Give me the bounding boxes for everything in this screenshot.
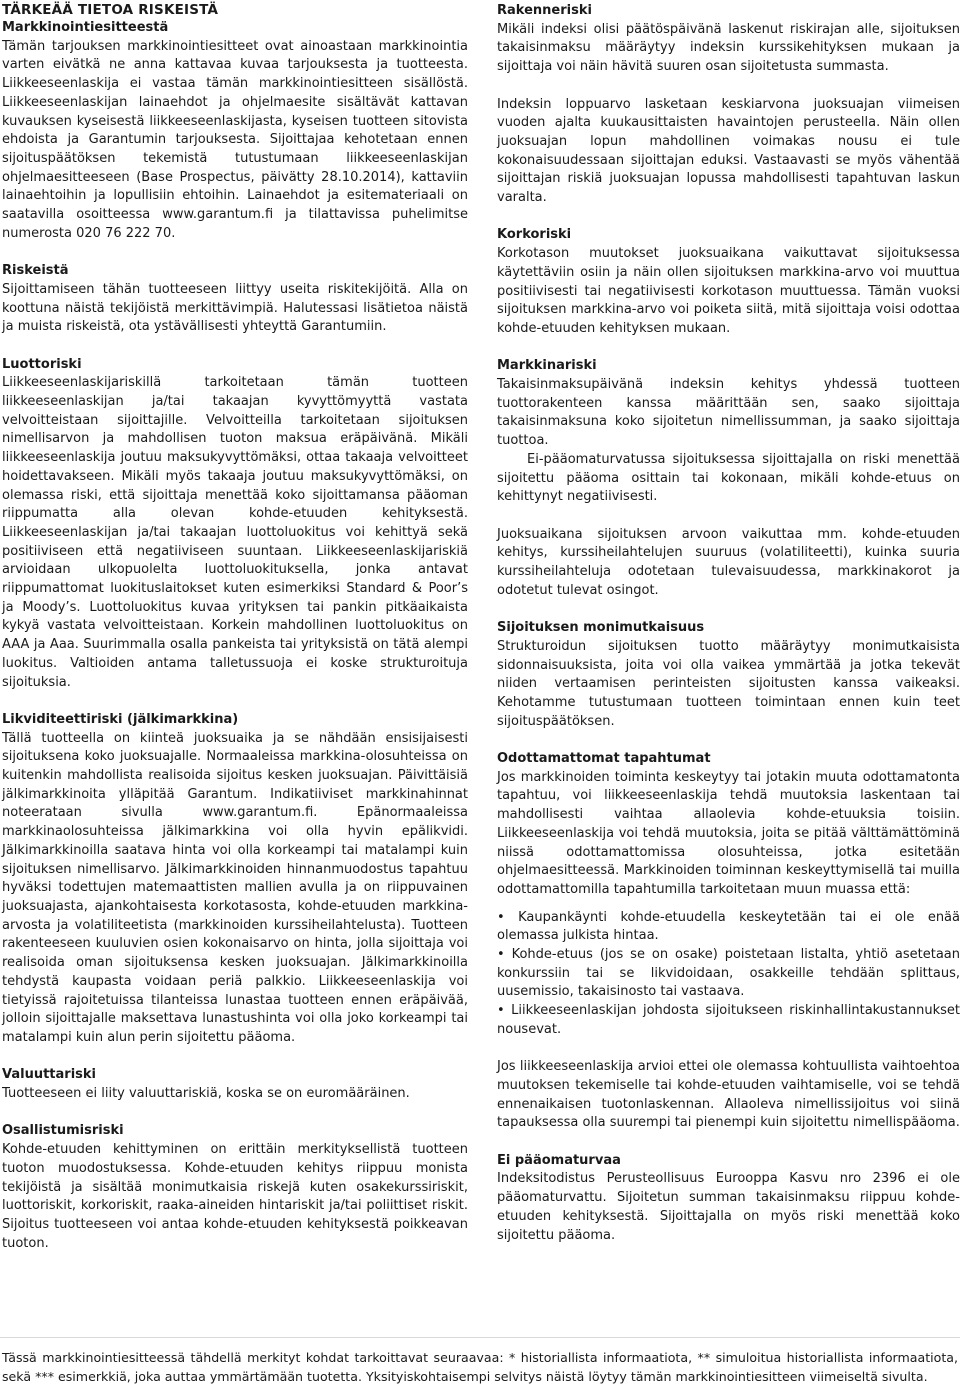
section-paragraph: Tuotteeseen ei liity valuuttariskiä, koska se on euromääräinen.: [2, 1086, 410, 1102]
bullet-item: • Kohde-etuus (jos se on osake) poistetaan listalta, yhtiö asetetaan konkurssiin tai se likvidoidaan, osakkeille tehdään splittaus, uusemissio, takaisinosto tai vastaava.: [497, 947, 960, 1000]
section-paragraph: Tämän tarjouksen markkinointiesitteet ovat ainoastaan markkinointia varten eivätkä ne anna kattavaa kuvaa tarjouksesta ja tuotteesta. Liikkeeseenlaskija ei vastaa tämän markkinointiesitteen sisällöstä. Liikkeeseenlaskijan lainaehdot ja ohjelmaesite sisältävät kattavan kuvauksen kyseisestä liikkeeseenlaskijasta, kyseisen tuotteen sitovista ehdoista ja Garantumin tarjouksesta. Sijoittajaa kehotetaan ennen sijoituspäätöksen tekemistä tutustumaan liikkeeseenlaskijan ohjelmaesitteeseen (Base Prospectus, päivätty 28.10.2014), kattaviin lainaehtoihin ja lopullisiin ehtoihin. Lainaehdot ja esitemateriaali on saatavilla osoitteessa www.garantum.fi ja tilattavissa puhelimitse numerosta 020 76 222 70.: [2, 38, 468, 241]
section-heading: Odottamattomat tapahtumat: [497, 751, 711, 767]
section-paragraph: Takaisinmaksupäivänä indeksin kehitys yhdessä tuotteen tuottorakenteen kanssa määrittään sen, saako sijoittaja takaisinmaksuna koko sijoitetun nimellissumman, ja saako sijoittaja tuottoa.: [497, 377, 960, 449]
section-paragraph: Sijoittamiseen tähän tuotteeseen liittyy useita riskitekijöitä. Alla on koottuna näistä tekijöistä merkittävimpiä. Halutessasi lisätietoa näistä ja muista riskeistä, ota ystävällisesti yhteyttä Garantumiin.: [2, 281, 468, 335]
footer-note: Tässä markkinointiesitteessä tähdellä merkityt kohdat tarkoittavat seuraavaa: * historiallista informaatiota, ** simuloitua historiallista informaatiota, sekä *** esimerkkiä, joka auttaa ymmärtämään tuotetta. Yksityiskohtaisempi selvitys näistä löytyy tämän markkinointiesitteen viimeiseltä sivulta.: [2, 1350, 958, 1384]
section-heading: Markkinariski: [497, 358, 597, 374]
section-markkinariski: [497, 357, 960, 600]
section-paragraph: Jos liikkeeseenlaskija arvioi ettei ole olemassa kohtuullista vaihtoehtoa muutoksen tekemiselle tai kohde-etuuden vaihtamiselle, voi se tehdä ennenaikaisen tuotonlaskennan. Allaoleva nimellissijoitus voi siinä tapauksessa olla suurempi tai pienempi kuin sijoitettu nimellispääoma.: [497, 1059, 960, 1131]
section-heading: Valuuttariski: [2, 1067, 96, 1083]
bullet-list: [497, 909, 960, 1040]
section-heading: Osallistumisriski: [2, 1123, 124, 1139]
section-heading: Likviditeettiriski (jälkimarkkina): [2, 711, 239, 727]
section-paragraph: Juoksuaikana sijoituksen arvoon vaikuttaa mm. kohde-etuuden kehitys, kurssiheilahtelujen suuruus (volatiliteetti), kuinka suuria kurssiheilahteluja odotetaan tulevaisuudessa, markkinakorot ja odotetut tulevat osingot.: [497, 526, 960, 598]
section-heading: Ei pääomaturvaa: [497, 1152, 621, 1168]
section-heading: Markkinointiesitteestä: [2, 20, 169, 35]
section-paragraph: Ei-pääomaturvatussa sijoituksessa sijoittajalla on riski menettää sijoitettu pääoma osittain tai kokonaan, mikäli kohde-etuus on kehittynyt negatiivisesti.: [497, 451, 960, 505]
bullet-item: • Liikkeeseenlaskijan johdosta sijoitukseen riskinhallintakustannukset nousevat.: [497, 1003, 960, 1037]
section-osallistumisriski: [2, 1122, 468, 1253]
section-odottamattomat-tapahtumat: [497, 750, 960, 1133]
section-paragraph: Tällä tuotteella on kiinteä juoksuaika ja se nähdään ensisijaisesti sijoituksena koko juoksuajalle. Normaaleissa markkina-olosuhteissa on kuitenkin mahdollista realisoida sijoitus kesken juoksuajan. Päivittäisiä jälkimarkkinoita ylläpitää Garantum. Indikatiiviset markkinahinnat noteerataan sivulla www.garantum.fi. Epänormaaleissa markkinaolosuhteissa jälkimarkkina voi olla hyvin epälikvidi. Jälkimarkkinoilla saatava hinta voi olla korkeampi tai matalampi kuin sijoituksen nimellisarvo. Jälkimarkkinoiden hinnanmuodostus tapahtuu hyväksi todettujen matemaattisten mallien avulla ja on riippuvainen juoksuajasta, ajankohtaisesta korkotasosta, kohde-etuuden markkina-arvosta ja volatiliteetista (markkinoiden kurssiheilahtelusta). Tuotteen rakenteeseen kuuluvien osien kokonaisarvo on hinta, jolla sijoittaja voi realisoida oman sijoituksensa kesken juoksuajan. Jälkimarkkinoilla tehdystä kaupasta voidaan periä palkkio. Liikkeeseenlaskija voi tietyissä rajoitetuissa tilanteissa lunastaa tuotteen ennen eräpäivää, jolloin sijoittajalle maksettava lunastushinta voi olla joko korkeampi tai matalampi kuin alun perin sijoitettu pääoma.: [2, 730, 468, 1045]
section-paragraph: Korkotason muutokset juoksuaikana vaikuttavat sijoituksessa käytettäviin osiin ja näin ollen sijoituksen markkina-arvo voi muuttua positiivisesti tai negatiivisesti korkotason muuttuessa. Tämän vuoksi sijoituksen markkina-arvo voi poiketa siitä, mitä sijoittaja voisi odottaa kohde-etuuden kehityksen mukaan.: [497, 246, 960, 336]
section-rakenneriski: [497, 2, 960, 208]
right-column: [497, 2, 960, 1264]
section-paragraph: Liikkeeseenlaskijariskillä tarkoitetaan tämän tuotteen liikkeeseenlaskijan ja/tai takaajan kyvyttömyyttä vastata velvoitteistaan sijoittajille. Velvoitteilla tarkoitetaan sijoituksen nimellisarvon ja mahdollisen tuoton maksua eräpäivänä. Mikäli liikkeeseenlaskija joutuu maksukyvyttömäksi, ottaa takaaja velvoitteet hoidettavakseen. Mikäli myös takaaja joutuu maksukyvyttömäksi, on olemassa riski, että sijoittaja menettää koko sijoittamansa pääoman riippumatta alla olevan kohde-etuuden kehityksestä. Liikkeeseenlaskijan ja/tai takaajan luottoluokitus voi kehittyä sekä positiiviseen että negatiiviseen suuntaan. Liikkeeseenlaskijariskiä arvioidaan ulkopuolelta luottoluokituksella, jonka antavat riippumattomat luokituslaitokset kuten esimerkiksi Standard & Poor’s ja Moody’s. Luottoluokitus kuvaa yrityksen tai pankin pitkäaikaista kykyä vastata velvoitteistaan. Korkein mahdollinen luottoluokitus on AAA ja Aaa. Suurimmalla osalla pankeista tai yrityksistä on tätä alempi luokitus. Valtioiden antama talletussuoja ei koske strukturoituja sijoituksia.: [2, 375, 468, 690]
section-valuuttariski: [2, 1066, 468, 1103]
section-likviditeettiriski: [2, 711, 468, 1048]
main-title: TÄRKEÄÄ TIETOA RISKEISTÄ: [2, 2, 219, 18]
bullet-item: • Kaupankäynti kohde-etuudella keskeytetään tai ei ole enää olemassa julkista hintaa.: [497, 909, 960, 944]
section-heading: Korkoriski: [497, 227, 572, 243]
footer-divider: [0, 1337, 960, 1338]
section-paragraph: Indeksin loppuarvo lasketaan keskiarvona juoksuajan viimeisen vuoden ajalta kuukausittaisten havaintojen perusteella. Näin ollen juoksuajan lopun mahdollinen voimakas nousu ei tule kokonaisuudessaan sijoittajan eduksi. Vastaavasti se myös vähentää sijoittajan riskiä juoksuajan lopussa mahdollisesti tapahtuvan laskun varalta.: [497, 96, 960, 206]
section-paragraph: Indeksitodistus Perusteollisuus Eurooppa Kasvu nro 2396 ei ole pääomaturvattu. Sijoitetun summan takaisinmaksu riippuu kohde-etuuden kehityksestä. Sijoittajalla on myös riski menettää koko sijoitettu pääoma.: [497, 1171, 960, 1243]
section-korkoriski: [497, 226, 960, 338]
section-paragraph: Strukturoidun sijoituksen tuotto määräytyy monimutkaisista sidonnaisuuksista, joita voi olla vaikea ymmärtää ja jotka tekevät niiden vertaamisen perinteisten sijoitusten kanssa vaikeaksi. Kehotamme tutustumaan tuotteen toimintaan ennen kuin teet sijoituspäätöksen.: [497, 638, 960, 729]
section-heading: Sijoituksen monimutkaisuus: [497, 620, 705, 636]
section-paragraph: Mikäli indeksi olisi päätöspäivänä laskenut riskirajan alle, sijoituksen takaisinmaksu määräytyy indeksin kurssikehityksen mukaan ja sijoittaja voi näin hävitä suuren osan sijoitetusta summasta.: [497, 21, 960, 75]
left-column: [2, 2, 468, 1272]
section-paragraph: Kohde-etuuden kehittyminen on erittäin merkityksellistä tuotteen tuoton muodostuksessa. Kohde-etuuden kehitys riippuu monista tekijöistä ja sisältää monimutkaisia riskejä kuten osakekurssiriskit, luottoriskit, korkoriskit, raaka-aineiden hintariskit ja/tai poliittiset riskit. Sijoitus tuotteeseen voi antaa kohde-etuuden kehityksestä poikkeavan tuoton.: [2, 1142, 468, 1251]
section-luottoriski: [2, 356, 468, 693]
section-heading: Rakenneriski: [497, 3, 592, 18]
section-markkinointiesitteesta: [2, 19, 468, 243]
section-heading: Luottoriski: [2, 356, 82, 372]
section-riskeista: [2, 262, 468, 337]
section-sijoituksen-monimutkaisuus: [497, 619, 960, 731]
section-heading: Riskeistä: [2, 263, 69, 279]
section-paragraph: Jos markkinoiden toiminta keskeytyy tai jotakin muuta odottamatonta tapahtuu, voi liikkeeseenlaskija tehdä muutoksia laskentaan tai mahdollisesti vaihtaa allaolevia kohde-etuuksia toisiin. Liikkeeseenlaskija voi tehdä muutoksia, joita se pitää välttämättöminä niissä odottamattomissa olosuhteissa, jotka esitetään ohjelmaesitteessä. Markkinoiden toiminnan keskeyttymisellä tai muilla odottamattomilla tapahtumilla tarkoitetaan muun muassa että:: [497, 769, 960, 897]
section-ei-paaomaturvaa: [497, 1152, 960, 1246]
